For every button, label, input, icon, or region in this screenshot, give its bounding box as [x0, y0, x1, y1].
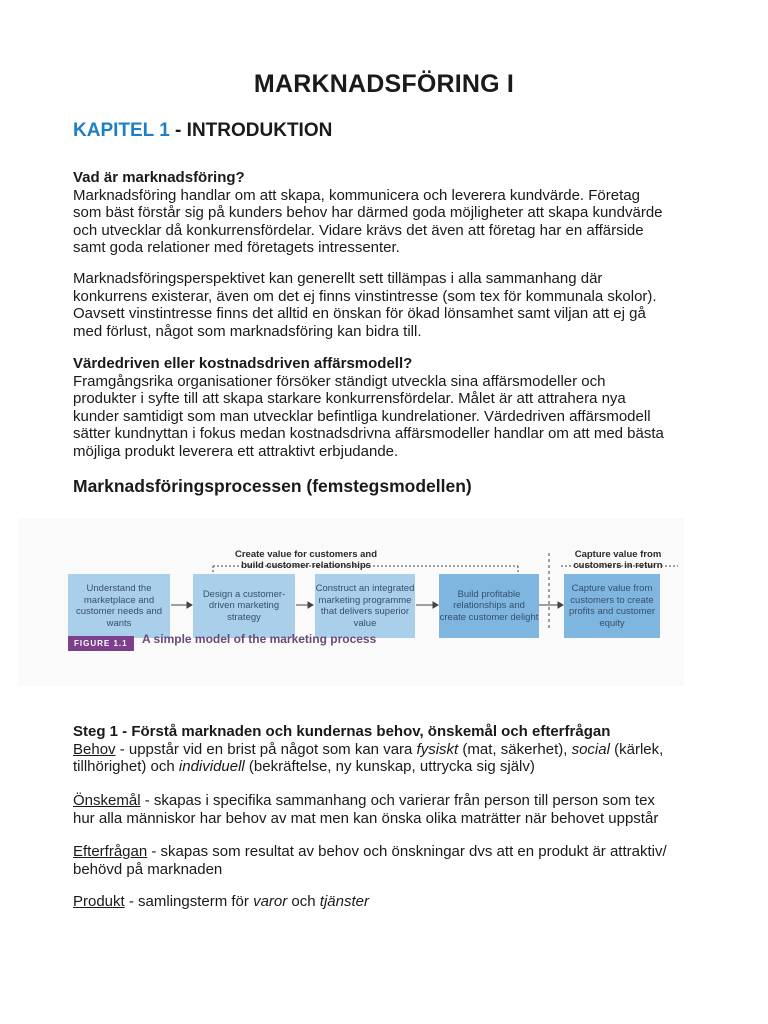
- paragraph-line: Framgångsrika organisationer försöker ständigt utveckla sina affärsmodeller och: [73, 372, 606, 390]
- figure-header-line: Create value for customers and: [234, 549, 378, 560]
- process-step-4: Build profitable relationships and create customer delight: [439, 574, 539, 638]
- process-heading: Marknadsföringsprocessen (femstegsmodellen): [73, 476, 472, 496]
- figure-label: FIGURE 1.1: [68, 636, 134, 651]
- process-step-1: Understand the marketplace and customer needs and wants: [68, 574, 170, 638]
- chapter-separator: -: [169, 120, 187, 141]
- definition-text: - skapas i specifika sammanhang och varierar från person till person som tex: [140, 792, 655, 809]
- marketing-process-figure: [18, 518, 684, 686]
- paragraph-line: kunder samtidigt som man utvecklar befintliga kundrelationer. Värdedriven affärsmodell: [73, 407, 651, 425]
- definition-produkt: [73, 893, 713, 911]
- paragraph-line: konkurrens existerar, även om det ej finns vinstintresse (som tex för kommunala skolor).: [73, 287, 657, 305]
- definition-text: - samlingsterm för: [124, 893, 254, 910]
- definition-efterfragan: [73, 843, 713, 878]
- definition-emphasis: varor: [253, 893, 288, 910]
- process-step-2: Design a customer-driven marketing strategy: [193, 574, 295, 638]
- term-efterfragan: Efterfrågan: [73, 843, 148, 860]
- definition-text: (mat, säkerhet),: [458, 740, 572, 758]
- definition-text: behövd på marknaden: [73, 860, 223, 878]
- paragraph-line: sätter kundnyttan i fokus medan kostnadsdrivna affärsmodeller handlar om att med bästa: [73, 425, 664, 442]
- definition-text: och: [287, 893, 320, 910]
- arrow-head: [558, 602, 563, 608]
- term-behov: Behov: [73, 740, 116, 758]
- definition-text: - skapas som resultat av behov och önskningar dvs att en produkt är attraktiv/: [147, 843, 667, 860]
- arrow-head: [308, 602, 313, 608]
- paragraph-line: samt goda relationer med företagets intressenter.: [73, 239, 400, 256]
- term-produkt: Produkt: [73, 893, 125, 910]
- definition-behov: [73, 741, 713, 759]
- definition-text: - uppstår vid en brist på något som kan vara: [115, 740, 417, 758]
- section-business-model: [73, 355, 713, 460]
- arrow-head: [433, 602, 438, 608]
- definition-text: tillhörighet) och: [73, 758, 179, 775]
- figure-header-line: Capture value from: [574, 549, 662, 560]
- section-heading: Steg 1 - Förstå marknaden och kundernas behov, önskemål och efterfrågan: [73, 723, 611, 740]
- definition-text: (bekräftelse, ny kunskap, uttrycka sig själv): [244, 758, 535, 775]
- document-title: MARKNADSFÖRING I: [253, 70, 515, 98]
- definition-behov-cont: [73, 758, 713, 776]
- definition-emphasis: tjänster: [319, 893, 369, 910]
- definition-emphasis: individuell: [178, 758, 245, 775]
- paragraph-line: Marknadsföring handlar om att skapa, kommunicera och leverera kundvärde. Företag: [73, 186, 640, 204]
- arrow-head: [187, 602, 192, 608]
- process-step-5: Capture value from customers to create profits and customer equity: [564, 574, 660, 638]
- paragraph-line: Oavsett vinstintresse finns det alltid en önskan för ökad lönsamhet samt viljan att ej gå: [73, 305, 646, 322]
- paragraph-line: produkter i syfte till att skapa starkare konkurrensfördelar. Målet är att attrahera nya: [73, 390, 626, 407]
- paragraph-line: som bäst förstår sig på kunders behov har därmed goda möjligheter att skapa kundvärde: [73, 204, 663, 221]
- definition-text: hur alla människor har behov av mat men kan önska olika maträtter när behovet uppstår: [73, 809, 659, 827]
- chapter-heading: [73, 120, 332, 142]
- term-onskemal: Önskemål: [73, 792, 141, 809]
- section-heading: Vad är marknadsföring?: [73, 169, 245, 186]
- paragraph-line: med förlust, något som marknadsföring kan bidra till.: [73, 322, 422, 340]
- chapter-number: KAPITEL 1: [73, 120, 170, 141]
- definition-emphasis: social: [571, 740, 610, 758]
- chapter-name: INTRODUKTION: [186, 120, 333, 141]
- section-steg-1: [73, 723, 713, 776]
- figure-header-line: build customer relationships: [241, 560, 371, 571]
- paragraph-line: Marknadsföringsperspektivet kan generellt sett tillämpas i alla sammanhang där: [73, 270, 603, 287]
- paragraph-line: möjliga produkt leverera ett attraktivt erbjudande.: [73, 442, 399, 460]
- definition-emphasis: fysiskt: [416, 740, 459, 758]
- process-step-3: Construct an integrated marketing programme that delivers superior value: [315, 574, 415, 638]
- paragraph-line: och utvecklar då konkurrensfördelar. Vidare krävs det även att företag har en affärside: [73, 221, 644, 239]
- figure-caption: A simple model of the marketing process: [142, 632, 377, 646]
- definition-text: (kärlek,: [609, 740, 664, 758]
- section-heading: Värdedriven eller kostnadsdriven affärsmodell?: [73, 355, 413, 372]
- figure-header-line: customers in return: [573, 560, 663, 571]
- section-marketing-perspective: [73, 270, 713, 340]
- definition-onskemal: [73, 792, 713, 827]
- section-what-is-marketing: [73, 169, 713, 257]
